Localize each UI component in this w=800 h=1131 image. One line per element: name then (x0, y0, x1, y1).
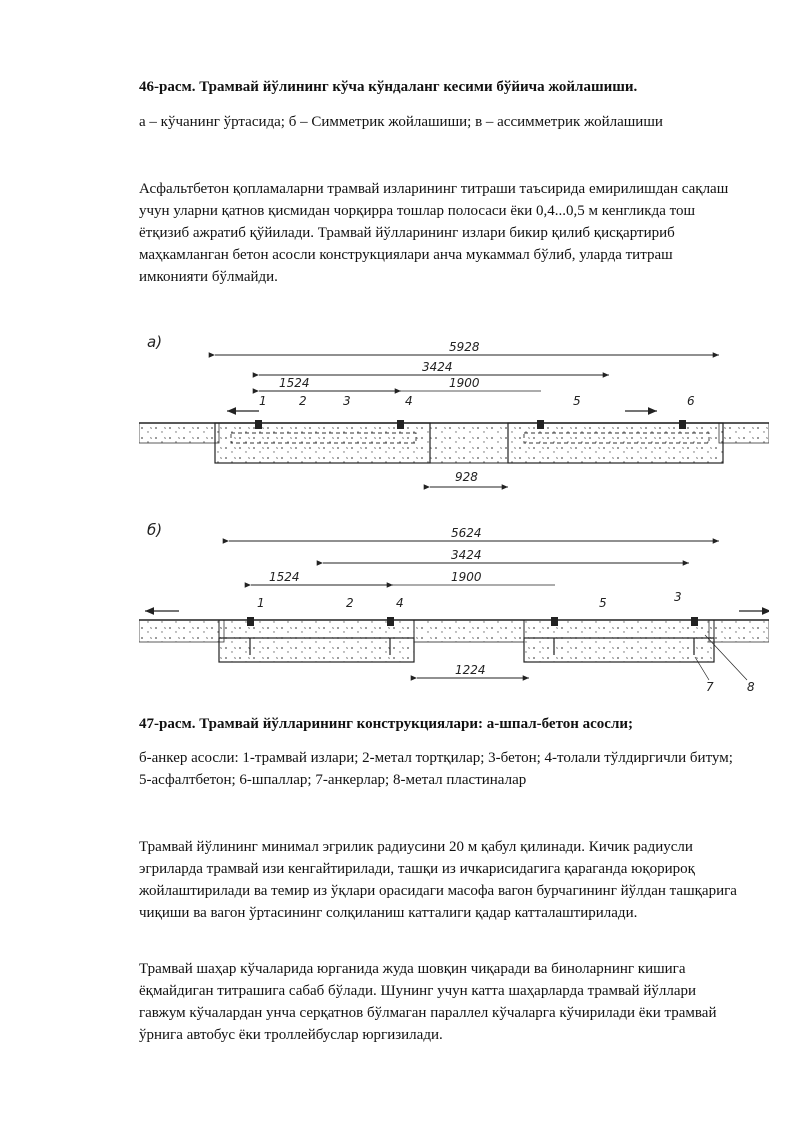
callout-a-5: 5 (573, 394, 581, 408)
callout-a-3: 3 (343, 394, 351, 408)
callout-a-1: 1 (259, 394, 267, 408)
figure-46-caption: 46-расм. Трамвай йўлининг кўча кўндаланг кесими бўйича жойлашиши. (139, 79, 638, 95)
dim-b-total: 5624 (451, 526, 482, 540)
track-construction-diagram (139, 325, 769, 700)
dim-b-gauge: 1524 (269, 570, 300, 584)
callout-b-2: 2 (346, 596, 354, 610)
dim-a-gauge: 1524 (279, 376, 310, 390)
figure-47-caption: 47-расм. Трамвай йўлларининг конструкциялари: а-шпал-бетон асосли; (139, 716, 634, 732)
callout-b-4: 4 (396, 596, 404, 610)
part-b-label: б) (147, 521, 163, 539)
dim-b-inner: 3424 (451, 548, 482, 562)
paragraph-3: Трамвай шаҳар кўчаларида юрганида жуда шовқин чиқаради ва биноларнинг кишига ёқмайдиган титрашига сабаб бўлади. Шунинг учун катта шаҳарларда трамвай йўллари гавжум кўчалардан унча серқатнов бўлмаган параллел кўчаларга кўчирилади ёки трамвай ўрнига автобус ёки троллейбуслар юргизилади. (139, 961, 717, 1043)
part-a-label: a) (147, 333, 163, 351)
callout-b-7: 7 (706, 680, 714, 694)
callout-a-2: 2 (299, 394, 307, 408)
dim-b-gap: 1224 (455, 663, 486, 677)
callout-b-8: 8 (747, 680, 755, 694)
dim-a-track: 1900 (449, 376, 480, 390)
diagram-part-a (139, 333, 769, 487)
figure-47-legend: б-анкер асосли: 1-трамвай излари; 2-метал тортқилар; 3-бетон; 4-толали тўлдиргичли битум; 5-асфалтбетон; 6-шпаллар; 7-анкерлар; 8-метал пластиналар (139, 750, 733, 788)
dim-a-total: 5928 (449, 340, 480, 354)
paragraph-2: Трамвай йўлининг минимал эгрилик радиусини 20 м қабул қилинади. Кичик радиусли эгриларда трамвай изи кенгайтирилади, ташқи из ичкарисидагига қараганда юқорироқ жойлаштирилади ва темир из ўқлари орасидаги масофа вагон бурчагининг йўлдан ташқарига чиқиши ва вагон ўртасининг солқиланиш катталиги қадар катталаштирилади. (139, 839, 737, 921)
figure-46-legend: а – кўчанинг ўртасида; б – Симметрик жойлашиши; в – ассимметрик жойлашиши (139, 114, 663, 130)
dim-a-inner: 3424 (422, 360, 453, 374)
callout-a-6: 6 (687, 394, 695, 408)
callout-a-4: 4 (405, 394, 413, 408)
callout-b-3: 3 (674, 590, 682, 604)
dim-b-track: 1900 (451, 570, 482, 584)
paragraph-1: Асфальтбетон қопламаларни трамвай изларининг титраши таъсирида емирилишдан сақлаш учун уларни қатнов қисмидан чорқирра тошлар полосаси ёки 0,4...0,5 м кенгликда тош ётқизиб ажратиб қўйилади. Трамвай йўлларининг излари бикир қилиб қисқартириб маҳкамланган бетон асосли конструкциялари анча мукаммал бўлиб, уларда титраш имконияти бўлмайди. (139, 181, 729, 285)
callout-b-5: 5 (599, 596, 607, 610)
diagram-part-b (139, 521, 769, 694)
callout-b-1: 1 (257, 596, 265, 610)
dim-a-gap: 928 (455, 470, 478, 484)
